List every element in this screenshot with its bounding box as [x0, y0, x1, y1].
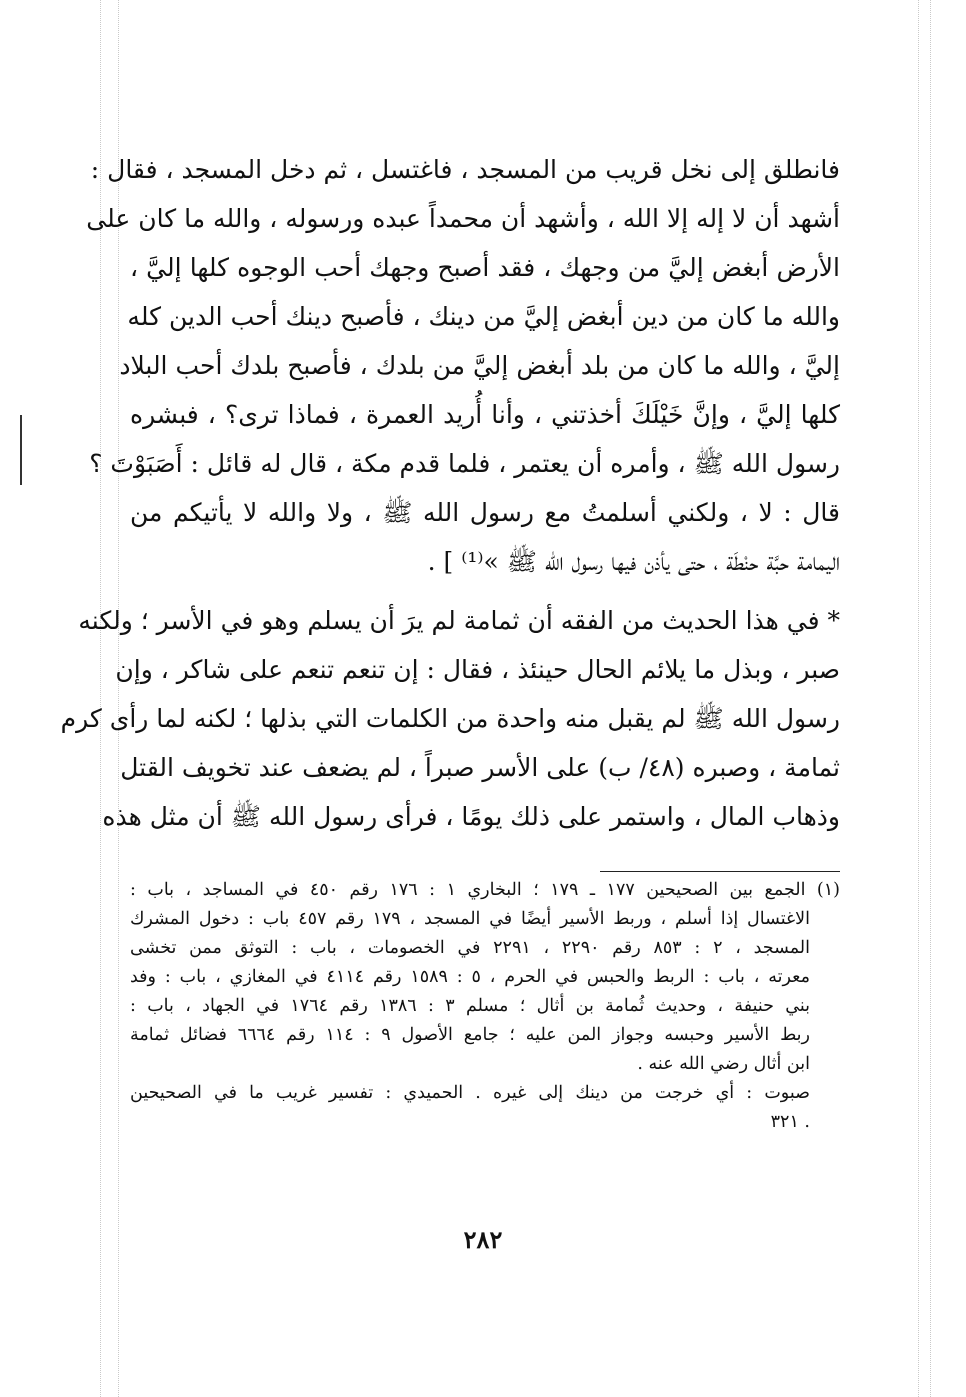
footnote-line: . ٣٢١ [770, 1112, 810, 1132]
footnote-line: الاغتسال إذا أسلم ، وربط الأسير أيضًا في المسجد ، ١٧٩ رقم ٤٥٧ باب : دخول المشرك [130, 909, 810, 929]
footnote-line: صبوت : أي خرجت من دينك إلى غيره . الحميدي : تفسير غريب ما في الصحيحين [130, 1083, 810, 1103]
scan-dotted-edge [918, 0, 919, 1397]
main-text [60, 145, 840, 841]
text-line: اليمامة حبَّة حنْطَة ، حتى يأذن فيها رسول الله ﷺ »⁽¹⁾ ] . [427, 547, 840, 576]
text-line: والله ما كان من دين أبغض إليَّ من دينك ، فأصبح دينك أحب الدين كله [127, 302, 840, 331]
footnote-line: معرته ، باب : الربط والحبس في الحرم ، ٥ : ١٥٨٩ رقم ٤١١٤ في المغازي ، باب : وفد [130, 967, 810, 987]
footnote-line: ربط الأسير وحبسه وجواز المن عليه ؛ جامع الأصول ٩ : ١١٤ رقم ٦٦٦٤ فضائل ثمامة [130, 1025, 811, 1045]
margin-mark [20, 415, 22, 485]
footnote-line: ابن أثال رضي الله عنه . [637, 1054, 810, 1074]
text-line: الأرض أبغض إليَّ من وجهك ، فقد أصبح وجهك أحب الوجوه كلها إليَّ ، [130, 253, 840, 282]
footnote-separator [600, 871, 840, 872]
page-number: ٢٨٢ [463, 1225, 503, 1254]
footnote-line: المسجد ، ٢ : ٨٥٣ رقم ٢٢٩٠ ، ٢٢٩١ في الخصومات ، باب : التوثق ممن تخشى [130, 938, 811, 958]
text-line: رسول الله ﷺ لم يقبل منه واحدة من الكلمات التي بذلها ؛ لكنه لما رأى كرم [60, 704, 840, 733]
text-line: قال : لا ، ولكني أسلمتُ مع رسول الله ﷺ ، ولا والله لا يأتيكم من [130, 498, 840, 527]
footnote-line: (١) الجمع بين الصحيحين ١٧٧ ـ ١٧٩ ؛ البخاري ١ : ١٧٦ رقم ٤٥٠ في المساجد ، باب : [130, 880, 840, 900]
footnote-line: بني حنيفة ، وحديث ثُمامة بن أثال ؛ مسلم ٣ : ١٣٨٦ رقم ١٧٦٤ في الجهاد ، باب : [130, 996, 810, 1016]
text-line: ثمامة ، وصبره (٤٨/ ب) على الأسر صبراً ، لم يضعف عند تخويف القتل [120, 753, 840, 782]
footnotes [130, 876, 840, 1137]
text-line: أشهد أن لا إله إلا الله ، وأشهد أن محمداً عبده ورسوله ، والله ما كان على [86, 204, 840, 233]
text-line: إليَّ ، والله ما كان من بلد أبغض إليَّ من بلدك ، فأصبح بلدك أحب البلاد [119, 351, 840, 380]
text-line: رسول الله ﷺ ، وأمره أن يعتمر ، فلما قدم مكة ، قال له قائل : أَصَبَوْتَ ؟ [89, 449, 840, 478]
text-line: كلها إليَّ ، وإنَّ خَيْلَكَ أخذتني ، وأنا أُريد العمرة ، فماذا ترى؟ ، فبشره [130, 400, 840, 429]
scan-dotted-edge [930, 0, 931, 1397]
text-line: فانطلق إلى نخل قريب من المسجد ، فاغتسل ، ثم دخل المسجد ، فقال : [90, 155, 840, 184]
text-line: وذهاب المال ، واستمر على ذلك يومًا ، فرأى رسول الله ﷺ أن مثل هذه [102, 802, 840, 831]
text-line: صبر ، وبذل ما يلائم الحال حينئذ ، فقال : إن تنعم تنعم على شاكر ، وإن [115, 655, 840, 684]
text-line: * في هذا الحديث من الفقه أن ثمامة لم يرَ أن يسلم وهو في الأسر ؛ ولكنه [78, 606, 840, 635]
